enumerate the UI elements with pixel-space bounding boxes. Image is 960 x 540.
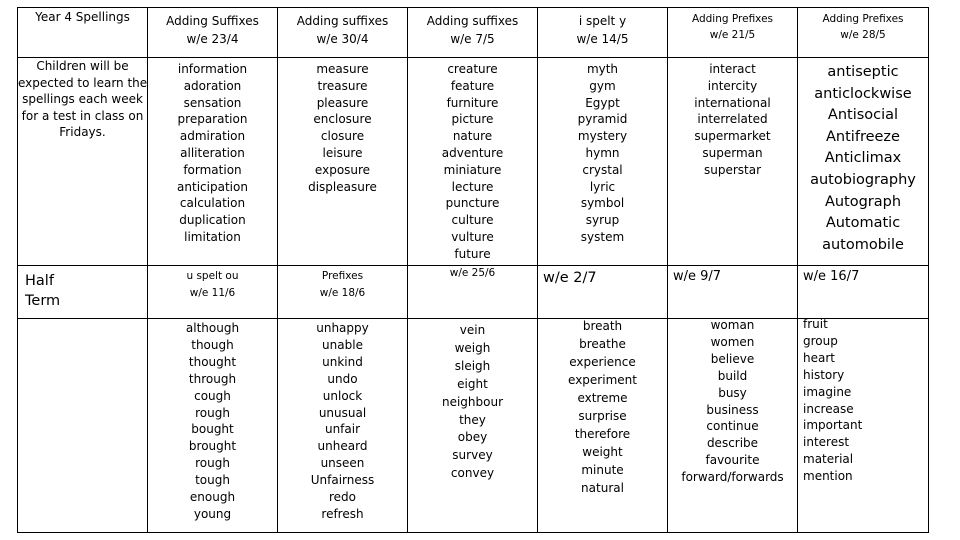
spelling-word: describe — [706, 436, 759, 451]
cell-line: Adding Prefixes — [691, 13, 774, 25]
spelling-word: breath — [582, 319, 623, 333]
spelling-word: furniture — [446, 95, 499, 110]
spelling-word: unusual — [318, 405, 367, 420]
spelling-word: build — [717, 368, 748, 383]
spelling-word: vein — [459, 323, 486, 337]
spelling-word: mention — [803, 469, 853, 484]
cell-line: w/e 23/4 — [186, 32, 239, 46]
spelling-word: imagine — [803, 384, 852, 399]
cell-line: Adding Suffixes — [166, 14, 259, 28]
spelling-word: Antisocial — [827, 107, 899, 124]
spelling-word: they — [459, 412, 486, 427]
word-list-late-week-6 — [803, 316, 928, 485]
spelling-word: unable — [322, 337, 363, 352]
spelling-word: superstar — [703, 162, 762, 177]
cell-line: w/e 30/4 — [316, 32, 369, 46]
spelling-word: feature — [450, 78, 495, 93]
spelling-word: Anticlimax — [824, 150, 902, 167]
spelling-word: miniature — [443, 162, 502, 177]
spelling-word: gym — [589, 78, 616, 93]
spelling-word: although — [185, 321, 240, 335]
spelling-word: preparation — [177, 112, 248, 127]
spelling-word: anticlockwise — [814, 85, 912, 102]
spelling-word: admiration — [179, 129, 246, 144]
cell-line: for a test in class on — [21, 108, 144, 123]
spelling-word: bought — [191, 422, 234, 437]
spelling-word: syrup — [585, 213, 620, 228]
spelling-word: fruit — [803, 317, 828, 331]
spelling-word: leisure — [322, 145, 363, 160]
spelling-word: alliteration — [180, 145, 245, 160]
spelling-word: Autograph — [824, 193, 902, 210]
header-week-4 — [538, 12, 667, 48]
spelling-word: busy — [718, 385, 747, 400]
spelling-word: history — [803, 367, 845, 382]
spelling-word: Automatic — [825, 215, 901, 232]
spelling-word: convey — [450, 466, 495, 481]
spelling-word: eight — [457, 376, 488, 391]
spelling-word: antiseptic — [827, 64, 899, 80]
cell-line: Children will be — [36, 59, 129, 73]
spelling-word: lecture — [451, 179, 494, 194]
spelling-word: though — [191, 337, 234, 352]
spelling-word: unhappy — [316, 321, 369, 335]
cell-line: w/e 16/7 — [803, 269, 860, 284]
spelling-word: thought — [188, 354, 237, 369]
cell-line: Fridays. — [59, 125, 106, 139]
spelling-word: crystal — [582, 162, 623, 177]
table-rule-vertical — [928, 7, 929, 533]
spelling-word: culture — [451, 213, 494, 228]
spelling-word: hymn — [585, 145, 620, 160]
cell-line: w/e 2/7 — [543, 270, 597, 286]
spelling-word: measure — [316, 62, 369, 76]
spelling-word: weigh — [454, 340, 491, 355]
spelling-word: redo — [328, 490, 356, 505]
spelling-word: international — [694, 95, 771, 110]
spelling-word: interrelated — [697, 112, 768, 127]
spelling-word: therefore — [574, 427, 631, 441]
word-list-late-week-4 — [538, 317, 667, 497]
spelling-word: unkind — [322, 354, 363, 369]
spelling-word: unseen — [320, 456, 365, 471]
spelling-word: pyramid — [577, 112, 628, 127]
spelling-word: enough — [189, 490, 236, 505]
word-list-late-week-2 — [278, 320, 407, 523]
spelling-word: material — [803, 452, 854, 467]
spelling-word: lyric — [589, 179, 616, 194]
spelling-word: anticipation — [177, 179, 248, 194]
spelling-word: survey — [452, 448, 493, 463]
spelling-word: undo — [327, 371, 358, 386]
spelling-word: weight — [582, 445, 623, 459]
spelling-word: Egypt — [585, 95, 620, 110]
spelling-word: tough — [195, 473, 230, 488]
spelling-word: interact — [709, 62, 756, 76]
spelling-word: young — [193, 506, 232, 521]
spelling-word: business — [706, 402, 759, 417]
table-rule-horizontal — [17, 7, 929, 8]
spelling-word: favourite — [705, 453, 760, 468]
cell-line: w/e 21/5 — [709, 29, 756, 41]
cell-line: w/e 28/5 — [840, 29, 886, 41]
spelling-word: refresh — [321, 506, 364, 521]
spelling-word: adoration — [183, 78, 242, 93]
cell-line: expected to learn the — [18, 75, 148, 90]
spelling-word: increase — [803, 401, 854, 416]
spelling-word: neighbour — [441, 394, 504, 409]
word-list-week-6 — [798, 62, 928, 256]
spelling-word: future — [454, 246, 491, 261]
spelling-word: nature — [452, 129, 493, 144]
spelling-word: through — [188, 371, 237, 386]
spelling-word: sleigh — [454, 358, 491, 373]
spelling-word: natural — [581, 481, 624, 495]
word-list-week-5 — [668, 61, 797, 179]
cell-line: w/e 14/5 — [576, 32, 629, 46]
spelling-word: creature — [447, 62, 498, 76]
spelling-word: vulture — [451, 229, 494, 244]
spelling-word: treasure — [317, 78, 368, 93]
word-list-week-1 — [148, 61, 277, 246]
week-header-6 — [803, 267, 928, 287]
header-week-1 — [148, 12, 277, 48]
spelling-word: unheard — [317, 439, 368, 454]
cell-line: w/e 7/5 — [450, 32, 495, 46]
cell-line: Adding suffixes — [296, 14, 389, 28]
spelling-word: automobile — [822, 236, 904, 253]
spelling-word: formation — [183, 162, 242, 177]
table-rule-horizontal — [17, 57, 929, 58]
spelling-word: rough — [195, 456, 230, 471]
cell-line: w/e 18/6 — [319, 286, 366, 299]
table-rule-horizontal — [17, 532, 929, 533]
word-list-late-week-3 — [408, 322, 537, 483]
spelling-word: superman — [702, 145, 763, 160]
spelling-word: experiment — [568, 373, 637, 387]
spelling-word: supermarket — [694, 129, 771, 144]
cell-line: Adding suffixes — [426, 14, 519, 28]
cell-line: Year 4 Spellings — [35, 10, 130, 24]
spelling-word: extreme — [577, 391, 628, 405]
spelling-word: intercity — [707, 78, 758, 93]
spelling-word: limitation — [184, 229, 241, 244]
spelling-word: enclosure — [313, 112, 372, 127]
spelling-word: forward/forwards — [681, 470, 784, 485]
spelling-word: women — [710, 334, 755, 349]
spelling-word: puncture — [445, 196, 500, 211]
cell-line: i spelt y — [578, 14, 627, 28]
spelling-word: system — [580, 229, 625, 244]
spelling-word: mystery — [577, 129, 628, 144]
spelling-word: brought — [188, 439, 237, 454]
cell-line: w/e 9/7 — [673, 269, 722, 284]
cell-line: spellings each week — [22, 92, 143, 106]
week-header-1 — [148, 268, 277, 301]
spelling-word: exposure — [314, 162, 371, 177]
spelling-word: pleasure — [316, 95, 369, 110]
spelling-word: adventure — [441, 145, 504, 160]
spelling-word: sensation — [183, 95, 242, 110]
spelling-word: believe — [710, 351, 755, 366]
spelling-word: closure — [320, 129, 365, 144]
spelling-word: duplication — [179, 213, 246, 228]
spelling-word: myth — [586, 62, 619, 76]
spelling-word: obey — [457, 430, 488, 445]
cell-line: w/e 11/6 — [189, 286, 236, 299]
week-header-4 — [543, 268, 667, 288]
spelling-word: information — [177, 62, 248, 76]
header-week-6 — [798, 11, 928, 43]
week-header-3 — [408, 265, 537, 282]
spelling-word: continue — [706, 419, 759, 434]
spelling-word: symbol — [580, 196, 625, 211]
word-list-week-3 — [408, 61, 537, 263]
header-week-3 — [408, 12, 537, 48]
week-header-5 — [673, 267, 797, 287]
spelling-word: picture — [451, 112, 494, 127]
half-term-label: Half Term — [25, 273, 61, 309]
spelling-word: minute — [581, 463, 624, 477]
spelling-word: autobiography — [810, 171, 916, 188]
spelling-word: unfair — [324, 422, 361, 437]
week-header-2 — [278, 268, 407, 301]
header-title — [18, 9, 147, 26]
cell-line: Adding Prefixes — [822, 13, 904, 25]
spelling-word: unlock — [322, 388, 363, 403]
spelling-word: calculation — [179, 196, 246, 211]
spelling-word: important — [803, 418, 863, 433]
word-list-week-2 — [278, 61, 407, 195]
spelling-word: rough — [195, 405, 230, 420]
cell-line: u spelt ou — [186, 270, 239, 282]
spelling-word: cough — [194, 388, 231, 403]
spelling-word: heart — [803, 350, 835, 365]
instructions-note — [18, 58, 147, 141]
cell-line: Prefixes — [321, 270, 364, 282]
word-list-late-week-5 — [668, 317, 797, 486]
spelling-word: interest — [803, 435, 850, 450]
spelling-word: Antifreeze — [826, 128, 900, 145]
spelling-word: experience — [569, 355, 636, 369]
spelling-word: breathe — [579, 337, 626, 351]
word-list-week-4 — [538, 61, 667, 246]
header-week-2 — [278, 12, 407, 48]
spelling-word: group — [803, 333, 838, 348]
header-week-5 — [668, 11, 797, 43]
cell-line: w/e 25/6 — [449, 267, 496, 279]
spelling-word: woman — [710, 318, 755, 332]
spelling-word: displeasure — [308, 179, 377, 194]
word-list-late-week-1 — [148, 320, 277, 523]
spelling-word: Unfairness — [310, 473, 375, 488]
spelling-word: surprise — [578, 409, 627, 423]
